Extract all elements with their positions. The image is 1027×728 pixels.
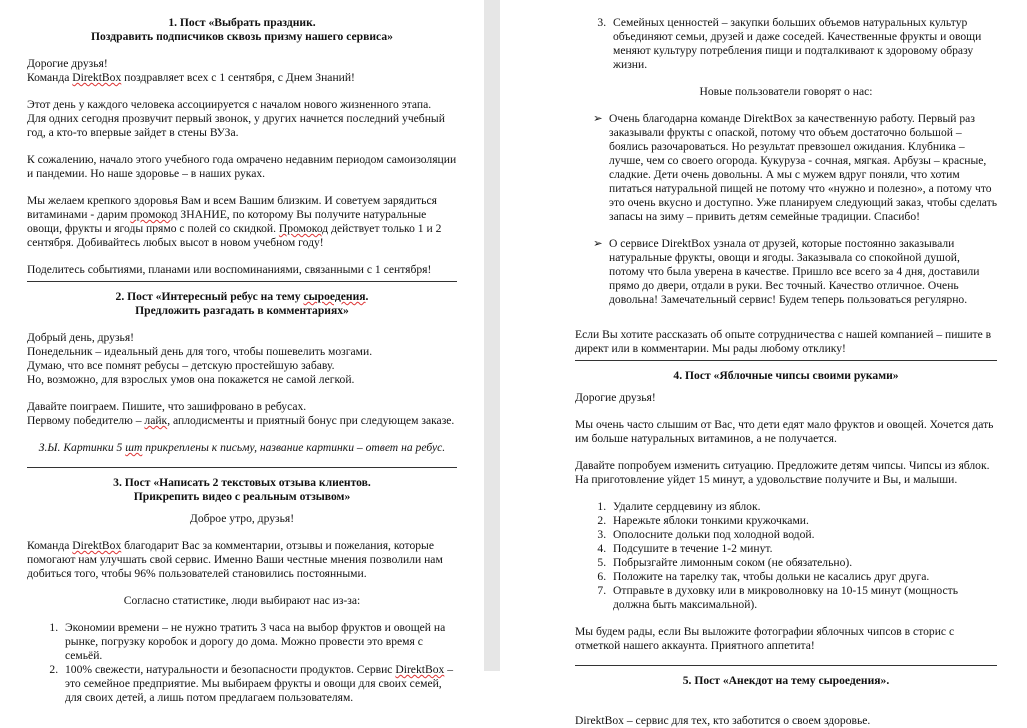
list-item: 4. Подсушите в течение 1-2 минут.: [609, 542, 997, 556]
list-item: 7. Отправьте в духовку или в микроволновку на 10-15 минут (мощность должна быть максимальной).: [609, 584, 997, 612]
spellcheck-word[interactable]: промокод: [130, 208, 178, 221]
post2-line1: Добрый день, друзья!: [27, 331, 135, 344]
post1-line5: Мы желаем крепкого здоровья Вам и всем Вашим близким. И советуем зарядиться витаминами - дарим промокод ЗНАНИЕ, по которому Вы получите натуральные овощи, фрукты и ягоды прямо с полей со скидкой. Промокод действует только 1 и 2 сентября. Добивайтесь любых высот в новом учебном году!: [27, 194, 442, 249]
document-page-left: [0, 0, 484, 704]
post4-line1: Мы очень часто слышим от Вас, что дети едят мало фруктов и овощей. Хочется дать им больше натуральных витаминов, а не получается.: [575, 418, 994, 445]
post5-line1: DirektBox – сервис для тех, кто заботится о своем здоровье.: [575, 714, 871, 727]
arrow-bullet-icon: ➢: [593, 112, 603, 125]
spellcheck-word[interactable]: DirektBox: [395, 663, 445, 676]
reviews-list: [575, 112, 997, 307]
post3-title-line2: Прикрепить видео с реальным отзывом»: [133, 490, 351, 503]
page-gutter: [484, 0, 500, 671]
post4-title: 4. Пост «Яблочные чипсы своими руками»: [673, 369, 899, 382]
document-page-right: [500, 0, 1027, 727]
list-item: 1. Удалите сердцевину из яблок.: [609, 500, 997, 514]
list-item: 2. Нарежьте яблоки тонкими кружочками.: [609, 514, 997, 528]
post5-title: 5. Пост «Анекдот на тему сыроедения».: [682, 674, 890, 687]
post1-line4: К сожалению, начало этого учебного года омрачено недавним периодом самоизоляции и пандемии. Но наше здоровье – в наших руках.: [27, 153, 457, 180]
post3-greeting: Доброе утро, друзья!: [189, 512, 295, 525]
post3-line1: Команда DirektBox благодарит Вас за комментарии, отзывы и пожелания, которые помогают нам улучшать свой сервис. Именно Ваши честные мнения позволили нам добиться того, чтобы 96% пользователей становились постоянными.: [27, 539, 443, 580]
list-item: 5. Побрызгайте лимонным соком (не обязательно).: [609, 556, 997, 570]
post2-line5: Давайте поиграем. Пишите, что зашифровано в ребусах.: [27, 400, 307, 413]
post4-greeting: Дорогие друзья!: [575, 391, 656, 404]
post2-line6: Первому победителю – лайк, аплодисменты и приятный бонус при следующем заказе.: [27, 414, 455, 427]
list-item: 6. Положите на тарелку так, чтобы дольки не касались друг друга.: [609, 570, 997, 584]
spellcheck-word[interactable]: шт: [125, 441, 143, 454]
post1-title-line2: Поздравить подписчиков сквозь призму нашего сервиса»: [91, 30, 393, 43]
spellcheck-word[interactable]: DirektBox: [72, 539, 122, 552]
list-item: 3. Семейных ценностей – закупки больших объемов натуральных культур объединяют семьи, друзей и даже соседей. Качественные фрукты и овощи меняют культуру потребления пищи и подталкивают к здоровому образу жизни.: [609, 16, 997, 72]
reasons-list-continued: [575, 16, 997, 72]
post4-line3: На приготовление уйдет 15 минут, а удовольствие получите и Вы, и малыши.: [575, 473, 958, 486]
post2-title-line2: Предложить разгадать в комментариях»: [135, 304, 349, 317]
post2-line3: Думаю, что все помнят ребусы – детскую простейшую забаву.: [27, 359, 335, 372]
reasons-list: [27, 621, 457, 705]
list-item: 3. Ополосните дольки под холодной водой.: [609, 528, 997, 542]
page-right-content: [575, 16, 997, 728]
arrow-bullet-icon: ➢: [593, 237, 603, 250]
page-left-content: [27, 16, 457, 705]
new-users-heading: Новые пользователи говорят о нас:: [699, 85, 873, 98]
post2-line2: Понедельник – идеальный день для того, чтобы пошевелить мозгами.: [27, 345, 373, 358]
post3-stat: Согласно статистике, люди выбирают нас из-за:: [123, 594, 361, 607]
spellcheck-word[interactable]: Промокод: [278, 222, 329, 235]
spellcheck-word[interactable]: сыроедения: [303, 290, 366, 303]
invite-text: Если Вы хотите рассказать об опыте сотрудничества с нашей компанией – пишите в директ или в комментарии. Мы рады любому отклику!: [575, 328, 992, 355]
post1-line1: Команда DirektBox поздравляет всех с 1 сентября, с Днем Знаний!: [27, 71, 355, 84]
post1-line3: Для одних сегодня прозвучит первый звонок, у других начнется последний учебный год, а кто-то впервые зайдет в стены ВУЗа.: [27, 112, 445, 139]
post2-note: З.Ы. Картинки 5 шт прикреплены к письму, название картинки – ответ на ребус.: [38, 441, 446, 454]
post4-line2: Давайте попробуем изменить ситуацию. Предложите детям чипсы. Чипсы из яблок.: [575, 459, 990, 472]
post2-line4: Но, возможно, для взрослых умов она покажется не самой легкой.: [27, 373, 355, 386]
recipe-steps-list: [575, 500, 997, 612]
post3-title-line1: 3. Пост «Написать 2 текстовых отзыва клиентов.: [113, 476, 371, 489]
spellcheck-word[interactable]: DirektBox: [72, 71, 122, 84]
list-item: 2. 100% свежести, натуральности и безопасности продуктов. Сервис DirektBox – это семейное предприятие. Мы выбираем фрукты и овощи для своих семей, для своих детей, а лишь потом предлагаем пользователям.: [61, 663, 457, 705]
post1-line2: Этот день у каждого человека ассоциируется с началом нового жизненного этапа.: [27, 98, 432, 111]
post1-title-line1: 1. Пост «Выбрать праздник.: [168, 16, 316, 29]
post1-greeting: Дорогие друзья!: [27, 57, 108, 70]
list-item: 1. Экономии времени – не нужно тратить 3 часа на выбор фруктов и овощей на рынке, погрузку коробок и дорогу до дома. Можно провести это время с семьёй.: [61, 621, 457, 663]
post1-line6: Поделитесь событиями, планами или воспоминаниями, связанными с 1 сентября!: [27, 263, 432, 276]
post2-title-line1: 2. Пост «Интересный ребус на тему сыроедения.: [115, 290, 369, 303]
list-item: ➢ О сервисе DirektBox узнала от друзей, которые постоянно заказывали натуральные фрукты, овощи и ягоды. Заказывала со спокойной душой, потому что была уверена в качестве. Пришло все всего за 4 дня, доставили прямо до двери, отдали в руки. Вес точный. Качество отличное. Очень довольна! Замечательный сервис! Будем теперь пользоваться регулярно.: [593, 237, 980, 306]
spellcheck-word[interactable]: лайк: [144, 414, 168, 427]
list-item: ➢ Очень благодарна команде DirektBox за качественную работу. Первый раз заказывали фрукты с опаской, потому что объем достаточно большой – боялись разочароваться. Но результат превзошел ожидания. Клубника – лучше, чем со своего огорода. Кукуруза - сочная, мягкая. Арбузы – красные, сладкие. Дети очень довольны. А мы с мужем вдруг поняли, что хотим питаться натуральной пищей не потому что «нужно и полезно», а потому что это очень вкусно и доступно. Уже планируем следующий заказ, чтобы сделать запасы на зиму – привить детям семейные традиции. Спасибо!: [593, 112, 998, 223]
post4-line4: Мы будем рады, если Вы выложите фотографии яблочных чипсов в сторис с отметкой нашего аккаунта. Приятного аппетита!: [575, 625, 955, 652]
